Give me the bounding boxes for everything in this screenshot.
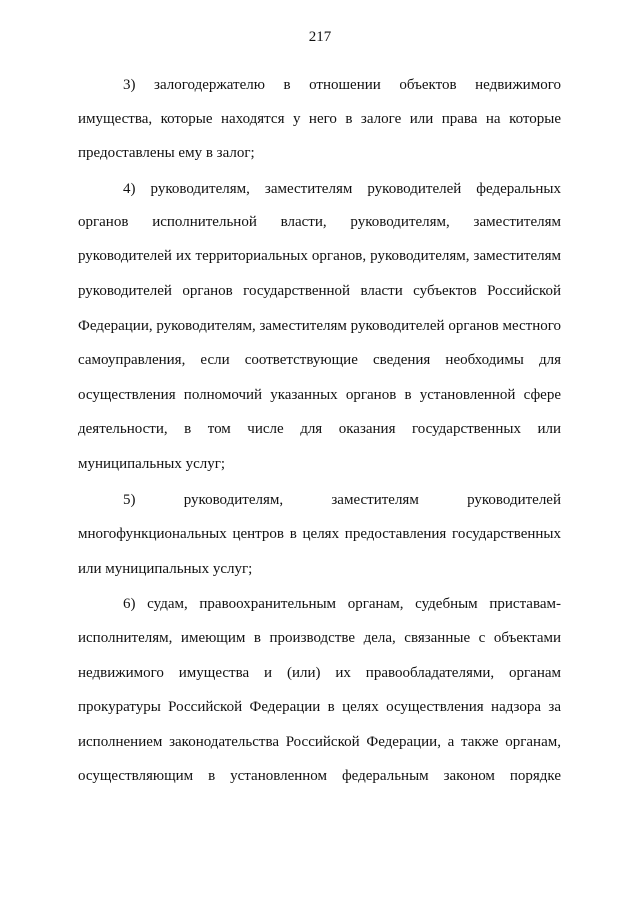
text-line: или муниципальных услуг;: [78, 561, 253, 577]
text-line: исполнителям, имеющим в производстве дела, связанные с объектами: [78, 630, 561, 646]
text-line: 6) судам, правоохранительным органам, судебным приставам-: [123, 596, 561, 612]
text-line: осуществления полномочий указанных органов в установленной сфере: [78, 387, 561, 403]
text-line: руководителей органов государственной власти субъектов Российской: [78, 283, 561, 299]
text-line: руководителей их территориальных органов, руководителям, заместителям: [78, 248, 561, 264]
text-line: имущества, которые находятся у него в залоге или права на которые: [78, 111, 561, 127]
text-line: недвижимого имущества и (или) их правообладателями, органам: [78, 665, 561, 681]
text-line: Федерации, руководителям, заместителям руководителей органов местного: [78, 318, 561, 334]
text-line: 4) руководителям, заместителям руководителей федеральных: [123, 181, 561, 197]
text-line: исполнением законодательства Российской Федерации, а также органам,: [78, 734, 561, 750]
text-line: муниципальных услуг;: [78, 456, 226, 472]
text-line: самоуправления, если соответствующие сведения необходимы для: [78, 352, 561, 368]
text-line: 3) залогодержателю в отношении объектов недвижимого: [123, 77, 561, 93]
text-line: органов исполнительной власти, руководителям, заместителям: [78, 214, 561, 230]
text-line: осуществляющим в установленном федеральным законом порядке: [78, 768, 561, 784]
text-line: многофункциональных центров в целях предоставления государственных: [78, 526, 561, 542]
text-line: 5) руководителям, заместителям руководителей: [123, 492, 561, 508]
text-line: прокуратуры Российской Федерации в целях осуществления надзора за: [78, 699, 561, 715]
page-number: 217: [308, 29, 332, 45]
text-line: предоставлены ему в залог;: [78, 145, 255, 161]
text-line: деятельности, в том числе для оказания государственных или: [78, 421, 561, 437]
